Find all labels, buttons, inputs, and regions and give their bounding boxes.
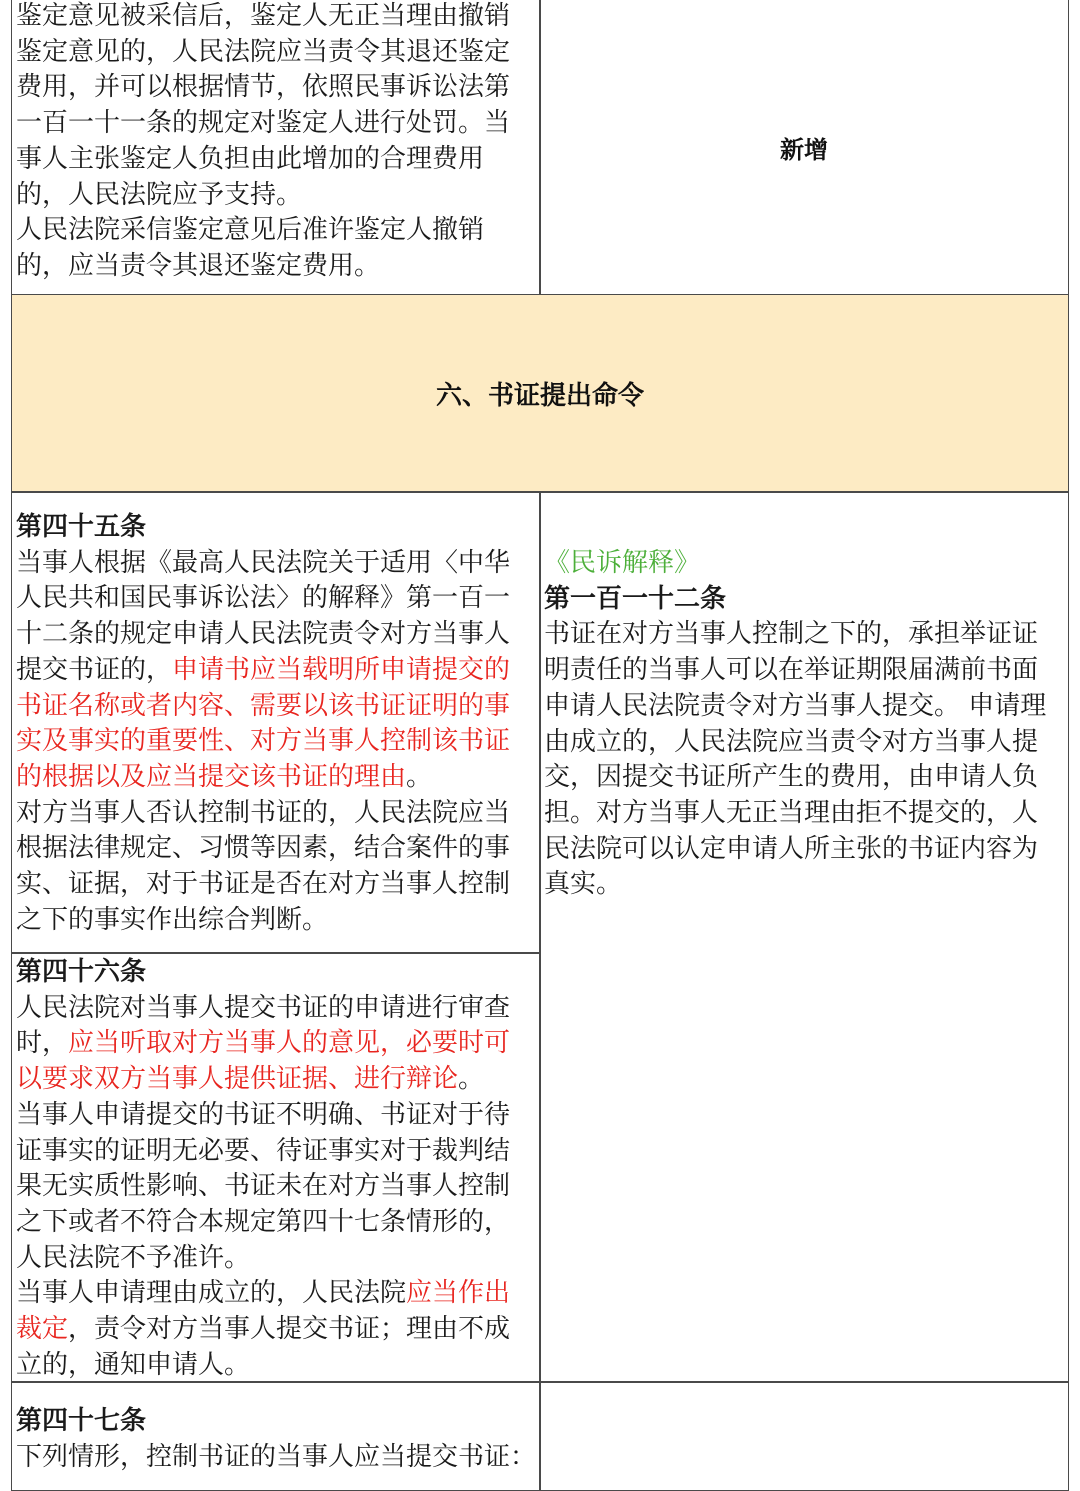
article-46-text: 。 xyxy=(458,1064,485,1095)
row1-line: 一百一十一条的规定对鉴定人进行处罚。当 xyxy=(16,108,511,139)
article-45-line xyxy=(16,760,536,796)
article-46-emphasis: 应当作出 xyxy=(406,1278,511,1309)
interpretation-line: 真实。 xyxy=(544,869,623,900)
interpretation-line: 书证在对方当事人控制之下的，承担举证证 xyxy=(544,619,1039,650)
article-45-line: 根据法律规定、习惯等因素，结合案件的事 xyxy=(16,833,511,864)
article-47-line: 下列情形，控制书证的当事人应当提交书证： xyxy=(16,1441,537,1472)
article-46-line: 立的，通知申请人。 xyxy=(16,1349,251,1380)
interpretation-title: 第一百一十二条 xyxy=(544,583,727,614)
article-46-line: 之下或者不符合本规定第四十七条情形的， xyxy=(16,1206,511,1237)
article-45-emphasis: 申请书应当载明所申请提交的 xyxy=(172,654,511,685)
interpretation-line: 由成立的，人民法院应当责令对方当事人提 xyxy=(544,726,1039,757)
article-46-line xyxy=(16,1062,536,1098)
article-46-emphasis: 应当听取对方当事人的意见，必要时可 xyxy=(68,1028,511,1059)
new-addition-label: 新增 xyxy=(780,135,828,164)
row1-line: 费用，并可以根据情节，依照民事诉讼法第 xyxy=(16,72,511,103)
article-45-line: 人民共和国民事诉讼法〉的解释》第一百一 xyxy=(16,583,511,614)
row1-left-text xyxy=(16,0,536,285)
article-45-line: 对方当事人否认控制书证的，人民法院应当 xyxy=(16,797,511,828)
row1-right-cell xyxy=(539,0,1069,296)
section-title: 六、书证提出命令 xyxy=(435,381,644,411)
row1-line: 鉴定意见的，人民法院应当责令其退还鉴定 xyxy=(16,36,511,67)
article-46-title: 第四十六条 xyxy=(16,957,147,987)
article-47-cell xyxy=(11,1381,541,1491)
interpretation-line: 申请人民法院责令对方当事人提交。 申请理 xyxy=(544,690,1047,721)
article-46-emphasis: 裁定 xyxy=(16,1314,69,1345)
article-46-line: 人民法院对当事人提交书证的申请进行审查 xyxy=(16,992,511,1023)
article-45-emphasis: 实及事实的重要性、对方当事人控制该书证 xyxy=(16,726,511,757)
interpretation-line: 交，因提交书证所产生的费用，由申请人负 xyxy=(544,762,1039,793)
interpretation-line: 担。对方当事人无正当理由拒不提交的，人 xyxy=(544,797,1039,828)
article-46-line xyxy=(16,1026,536,1062)
article-46-line: 证事实的证明无必要、待证事实对于裁判结 xyxy=(16,1135,511,1166)
article-45-title: 第四十五条 xyxy=(16,512,147,542)
article-45-emphasis: 书证名称或者内容、需要以该书证证明的事 xyxy=(16,690,511,721)
article-46-text: ，责令对方当事人提交书证；理由不成 xyxy=(68,1314,511,1345)
article-45-text: 。 xyxy=(406,761,433,792)
row1-line: 的，应当责令其退还鉴定费用。 xyxy=(16,250,381,281)
row1-left-cell xyxy=(11,0,541,296)
article-46-cell xyxy=(11,952,541,1383)
article-46-line: 人民法院不予准许。 xyxy=(16,1242,251,1273)
article-45-line: 实、证据，对于书证是否在对方当事人控制 xyxy=(16,869,511,900)
interpretation-source: 《民诉解释》 xyxy=(544,548,701,578)
article-47-right-cell xyxy=(539,1381,1069,1491)
article-46-line: 果无实质性影响、书证未在对方当事人控制 xyxy=(16,1171,511,1202)
article-46-line xyxy=(16,1312,536,1348)
article-47-title: 第四十七条 xyxy=(16,1406,147,1436)
interpretation-line: 明责任的当事人可以在举证期限届满前书面 xyxy=(544,655,1039,686)
row1-line: 人民法院采信鉴定意见后准许鉴定人撤销 xyxy=(16,215,485,246)
article-45-line xyxy=(16,653,536,689)
interpretation-line: 民法院可以认定申请人所主张的书证内容为 xyxy=(544,833,1039,864)
article-45-emphasis: 的根据以及应当提交该书证的理由 xyxy=(16,761,407,792)
article-45-line: 之下的事实作出综合判断。 xyxy=(16,904,329,935)
interpretation-body xyxy=(544,617,1064,903)
row1-line: 的，人民法院应予支持。 xyxy=(16,179,303,210)
article-45-cell xyxy=(11,491,541,954)
article-45-line: 十二条的规定申请人民法院责令对方当事人 xyxy=(16,619,511,650)
section-header xyxy=(11,294,1069,493)
article-46-line xyxy=(16,1276,536,1312)
article-46-emphasis: 以要求双方当事人提供证据、进行辩论 xyxy=(16,1064,459,1095)
row1-line: 鉴定意见被采信后，鉴定人无正当理由撤销 xyxy=(16,1,511,31)
row1-line: 事人主张鉴定人负担由此增加的合理费用 xyxy=(16,143,485,174)
article-46-line: 当事人申请提交的书证不明确、书证对于待 xyxy=(16,1099,511,1130)
interpretation-cell xyxy=(539,491,1069,1383)
article-46-text: 时， xyxy=(16,1028,69,1059)
article-46-text: 当事人申请理由成立的，人民法院 xyxy=(16,1278,407,1309)
article-45-line: 当事人根据《最高人民法院关于适用〈中华 xyxy=(16,547,511,578)
article-45-text: 提交书证的， xyxy=(16,654,173,685)
